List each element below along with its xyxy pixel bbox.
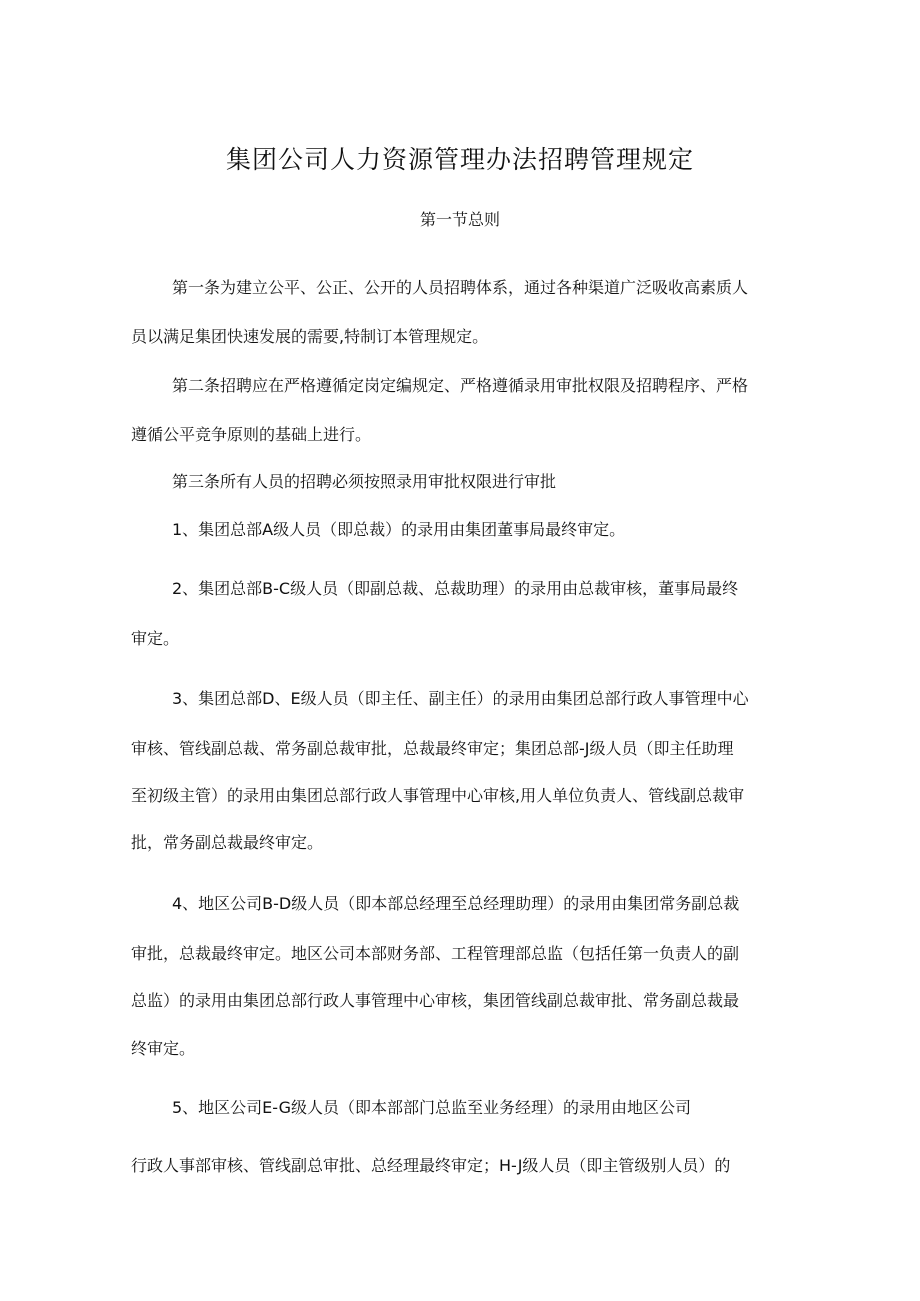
paragraph-line: 3、集团总部D、E级人员（即主任、副主任）的录用由集团总部行政人事管理中心 [172, 689, 749, 708]
paragraph-line: 1、集团总部A级人员（即总裁）的录用由集团董事局最终审定。 [172, 520, 626, 539]
paragraph-line: 批，常务副总裁最终审定。 [131, 833, 324, 852]
paragraph-line: 审定。 [131, 629, 180, 648]
section-heading: 第一节总则 [419, 210, 500, 229]
paragraph-line: 行政人事部审核、管线副总审批、总经理最终审定；H-J级人员（即主管级别人员）的 [131, 1156, 731, 1175]
paragraph-line: 总监）的录用由集团总部行政人事管理中心审核，集团管线副总裁审批、常务副总裁最 [131, 991, 740, 1010]
paragraph-line: 审批，总裁最终审定。地区公司本部财务部、工程管理部总监（包括任第一负责人的副 [131, 944, 740, 963]
paragraph-line: 员以满足集团快速发展的需要,特制订本管理规定。 [131, 327, 489, 346]
paragraph-line: 5、地区公司E-G级人员（即本部部门总监至业务经理）的录用由地区公司 [172, 1098, 692, 1117]
document-title: 集团公司人力资源管理办法招聘管理规定 [225, 145, 694, 174]
paragraph-line: 终审定。 [131, 1039, 196, 1058]
paragraph-line: 审核、管线副总裁、常务副总裁审批，总裁最终审定；集团总部-J级人员（即主任助理 [131, 739, 734, 758]
paragraph-line: 第二条招聘应在严格遵循定岗定编规定、严格遵循录用审批权限及招聘程序、严格 [172, 376, 749, 395]
paragraph-line: 第三条所有人员的招聘必须按照录用审批权限进行审批 [172, 472, 557, 491]
paragraph-line: 至初级主管）的录用由集团总部行政人事管理中心审核,用人单位负责人、管线副总裁审 [131, 786, 745, 805]
paragraph-line: 2、集团总部B-C级人员（即副总裁、总裁助理）的录用由总裁审核，董事局最终 [172, 579, 739, 598]
paragraph-line: 4、地区公司B-D级人员（即本部总经理至总经理助理）的录用由集团常务副总裁 [172, 894, 740, 913]
paragraph-line: 第一条为建立公平、公正、公开的人员招聘体系，通过各种渠道广泛吸收高素质人 [172, 278, 749, 297]
paragraph-line: 遵循公平竞争原则的基础上进行。 [131, 425, 372, 444]
